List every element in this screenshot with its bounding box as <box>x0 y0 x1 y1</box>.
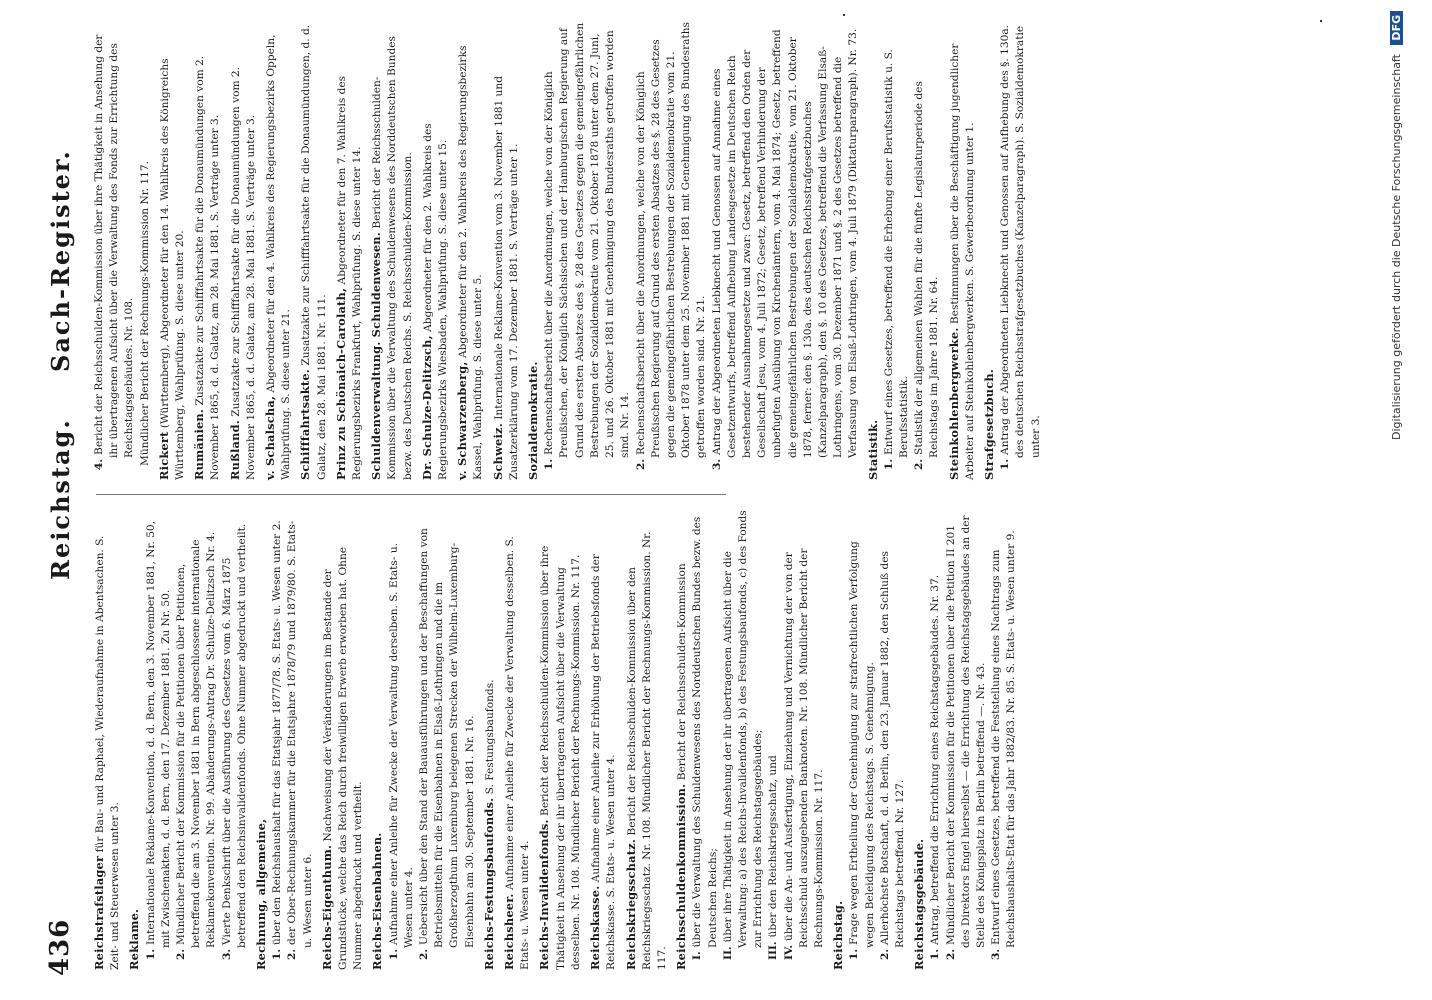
scan-speck <box>843 14 845 16</box>
entry-subitem <box>912 20 942 480</box>
entry-subitem <box>285 510 315 970</box>
entry-text: für Bau- und Raphael, Wiederaufnahme in Abentsachen. S. Zeit- und Steuerwesen unter 3. <box>94 535 122 970</box>
subitem-text: über die Verwaltung des Schuldenwesens des Norddeutschen Bundes bezw. des Deutschen Reichs; <box>691 516 719 948</box>
subitem-text: Antrag, betreffend die Errichtung eines Reichstagsgebäudes. Nr. 37. <box>929 574 942 945</box>
entry-subitem <box>710 20 862 480</box>
running-head-right: Sach-Register. <box>45 149 75 372</box>
entry-heading: Steinkohlenbergwerke. <box>946 327 961 480</box>
register-entry <box>912 510 1019 970</box>
entry-text: S. Festungsbaufonds. <box>483 679 496 795</box>
subitem-text: Frage wegen Ertheilung der Genehmigung zur strafrechtlichen Verfolgung wegen Beleidigung des Reichstags. S. Genehmigung. <box>848 541 876 948</box>
subitem-text: über den Reichshaushalt für das Etatsjahr 1877/78. S. Etats- u. Wesen unter 2. <box>271 520 284 945</box>
subitem-text: Uebersicht über den Stand der Bauausführungen und der Beschaffungen von Betriebsmitteln für die Eisenbahnen in Elsaß-Lothringen und die im Großherzogthum Luxemburg belegenen Strecken der Wilhelm-Luxemburg-Eisenbahn am 30. September 1881. Nr. 16. <box>418 528 476 948</box>
register-entry <box>588 510 619 970</box>
entry-heading: Reichskasse. <box>588 885 603 970</box>
entry-subitem <box>220 510 250 970</box>
entry-text: Aufnahme einer Anleihe zur Erhöhung der Betriebsfonds der Reichskasse. S. Etats- u. Wesen unter 4. <box>590 554 618 970</box>
entry-heading: Rechnung, allgemeine, <box>254 818 269 970</box>
subitem-text: Statistik der allgemeinen Wahlen für die fünfte Legislaturperiode des Reichstags im Jahre 1881. Nr. 64. <box>913 81 941 458</box>
register-entry <box>831 510 908 970</box>
subitem-text: über die An- und Ausfertigung, Einziehung und Vernichtung der von der Reichsschuld auszugebenden Banknoten. Nr. 108. Mündlicher Bericht der Rechnungs-Kommission. Nr. 117. <box>782 548 825 948</box>
subitem-text: Mündlicher Bericht der Kommission für die Petitionen über Petitionen, betreffend die am 3. November 1881 in Bern abgeschlossene internationale Reklamekonvention. Nr. 99. Abänderungs-Antrag Dr. Schulze-Delitzsch Nr. 4. <box>175 531 218 948</box>
subitem-number: 2. <box>634 458 647 470</box>
entry-heading: Statistik. <box>865 419 880 480</box>
subitem-number: I. <box>691 951 704 960</box>
entry-text: Bericht der Reichsschulden-Kommission <box>676 563 689 781</box>
entry-heading: Reichstrafstlager <box>92 855 106 970</box>
entry-subitem <box>417 510 478 970</box>
entry-text: Abgeordneter für den 4. Wahlkreis des Regierungsbezirks Oppeln, Wahlprüfung. S. diese unter 21. <box>265 34 293 480</box>
register-entry <box>92 20 153 480</box>
subitem-number: 1. <box>271 948 284 960</box>
register-entry <box>420 20 451 480</box>
entry-subitem <box>766 510 781 970</box>
entry-subitem <box>878 510 908 970</box>
subitem-number: II. <box>721 946 734 960</box>
entry-text: (Württemberg), Abgeordneter für den 14. Wahlkreis des Königreichs Württemberg, Wahlprüfung. S. diese unter 20. <box>158 58 187 480</box>
entry-heading: Reichstag. <box>831 900 846 970</box>
subitem-number: 1. <box>848 948 861 960</box>
register-entry <box>526 20 861 480</box>
subitem-text: über den Reichskriegsschatz, und <box>767 755 780 938</box>
entry-subitem <box>928 510 943 970</box>
entry-subitem <box>989 510 1019 970</box>
entry-subitem <box>721 510 767 970</box>
entry-text: Zusatzakte zur Schifffahrtsakte für die Donaumündungen vom 2. November 1865, d. d. Galatz, am 28. Mai 1881. S. Verträge unter 3. <box>229 67 257 480</box>
register-entry <box>254 510 316 970</box>
subitem-number: 2. <box>944 948 957 960</box>
register-entry <box>298 20 329 480</box>
register-entry <box>263 20 294 480</box>
register-entry <box>334 20 365 480</box>
subitem-number: 2. <box>418 948 431 960</box>
entry-heading: Reichs-Eisenbahnen. <box>370 832 385 970</box>
entry-heading: Schuldenverwaltung. Schuldenwesen. <box>369 232 384 480</box>
subitem-number: 1. <box>929 948 942 960</box>
subitem-number: 2. <box>286 948 299 960</box>
running-head-left: Reichstag. <box>45 418 75 580</box>
register-entry <box>92 510 123 970</box>
subitem-number: 3. <box>220 948 233 960</box>
subitem-text: über ihre Thätigkeit in Ansehung der ihr übertragenen Aufsicht über die Verwaltung: a) des Reichs-Invalidenfonds, b) des Festungsbaufonds, c) des Fonds zur Errichtung des Reichstagsgebäudes; <box>721 510 765 948</box>
column-divider <box>96 494 726 495</box>
entry-heading: Rußland. <box>227 420 242 480</box>
register-entry <box>192 20 223 480</box>
subitem-number: 2. <box>175 948 188 960</box>
scan-speck <box>1320 20 1322 22</box>
entry-heading: Reichs-Festungsbaufonds. <box>481 797 496 970</box>
subitem-number: 3. <box>990 948 1003 960</box>
right-column <box>92 20 1042 480</box>
register-entry <box>127 510 250 970</box>
subitem-text: Entwurf eines Gesetzes, betreffend die Erhebung einer Berufsstatistik u. S. Berufsstatistik. <box>882 49 910 458</box>
entry-subitem <box>847 510 877 970</box>
subitem-text: der Ober-Rechnungskammer für die Etatsjahre 1878/79 und 1879/80. S. Etats- u. Wesen unter 6. <box>286 520 314 948</box>
subitem-number: 4. <box>93 458 105 470</box>
entry-subitem <box>882 20 912 480</box>
entry-heading: Reichs-Eigenthum. <box>319 844 334 970</box>
subitem-number: 1. <box>144 948 157 960</box>
entry-subitem <box>998 20 1044 480</box>
register-entry <box>482 510 498 970</box>
entry-heading: Strafgesetzbuch. <box>981 369 996 480</box>
subitem-text: Vierte Denkschrift über die Ausführung des Gesetzes vom 6. März 1875 betreffend den Reichsinvalidenfonds. Ohne Nummer abgedruckt und vertheilt. <box>220 523 248 948</box>
entry-heading: v. Schwarzenberg, <box>455 361 470 480</box>
entry-text: Aufnahme einer Anleihe für Zwecke der Verwaltung desselben. S. Etats- u. Wesen unter 4. <box>504 536 532 970</box>
entry-subitem <box>270 510 285 970</box>
entry-subitem <box>174 510 220 970</box>
subitem-text: Mündlicher Bericht der Kommission für die Petitionen über die Petition II 201 des Direktors Engel hierselbst — die Errichtung des Reichstagsgebäudes an der Stelle des Königsplatz in Berlin betreffend —. Nr. 43. <box>944 515 987 948</box>
entry-subitem <box>138 20 153 480</box>
subitem-text: Antrag der Abgeordneten Liebknecht und Genossen auf Annahme eines Gesetzentwurfs, betreffend Aufhebung Landesgesetze im Deutschen Reich bestehender Ausnahmegesetze und zwar: Gesetz, betreffend den Orden der Gesellschaft Jesu, vom 4. Juli 1872; Gesetz, betreffend Verhinderung der unbefugten Ausübung von Kirchenämtern, vom 4. Mai 1874; Gesetz, betreffend die gemeingefährlichen Bestrebungen der Sozialdemokratie, vom 21. Oktober 1878, ferner: den §. 130a. des deutschen Reichsstrafgesetzbuches (Kanzelparagraph), den §. 10 des Gesetzes, betreffend die Verfassung Elsaß-Lothringens, vom 30. Dezember 1871 und §. 2 des Gesetzes betreffend die Verfassung von Elsaß-Lothringen, vom 4. Juli 1879 (Diktaturparagraph). Nr. 73. <box>710 28 860 458</box>
register-entry <box>320 510 367 970</box>
subitem-number: 1. <box>882 458 895 470</box>
entry-subitem <box>782 510 828 970</box>
entry-heading: Reichskriegsschatz. <box>623 838 638 970</box>
register-entry <box>947 20 978 480</box>
entry-text: Abgeordneter für den 7. Wahlkreis des Regierungsbezirks Frankfurt, Wahlprüfung. S. diese unter 14. <box>335 75 364 480</box>
entry-subitem <box>92 20 138 480</box>
subitem-number: 1. <box>543 458 556 470</box>
subitem-text: Internationale Reklame-Konvention, d. d. Bern, den 3. November 1881, Nr. 50, mit Zwischenakten, d. d. Bern, den 17. Dezember 1881. Zu Nr. 50. <box>144 520 172 948</box>
register-entry <box>228 20 259 480</box>
subitem-text: Allerhöchste Botschaft, d. d. Berlin, den 23. Januar 1882, den Schluß des Reichstags betreffend. Nr. 127. <box>878 551 906 948</box>
subitem-number: 3. <box>710 458 723 470</box>
entry-subitem <box>387 510 417 970</box>
subitem-text: Rechenschaftsbericht über die Anordnungen, welche von der Königlich Preußischen, der Königlich Sächsischen und der Hamburgischen Regierung auf Grund des ersten Absatzes des §. 28 des Gesetzes gegen die gemeingefährlichen Bestrebungen der Sozialdemokratie vom 21. Oktober 1878 unter dem 27. Juni, 25. und 26. Oktober 1881 mit Genehmigung des Bundesraths getroffen worden sind. Nr. 14. <box>543 22 632 458</box>
register-entry <box>369 20 416 480</box>
digitization-note <box>1390 14 1403 440</box>
entry-text: Bestimmungen über die Beschäftigung jugendlicher Arbeiter auf Steinkohlenbergwerken. S. Gewerbeordnung unter 1. <box>948 43 976 480</box>
entry-heading: Reichstagsgebäude. <box>912 838 927 970</box>
entry-heading: Prinz zu Schönaich-Carolath, <box>333 287 348 480</box>
running-head <box>46 149 75 580</box>
subitem-text: Entwurf eines Gesetzes, betreffend die Feststellung eines Nachtrags zum Reichshaushalts-Etat für das Jahr 1882/83. Nr. 85. S. Etats- u. Wesen unter 9. <box>990 530 1018 948</box>
entry-text: Zusatzakte zur Schifffahrtsakte für die Donaumündungen, d. d. Galatz, den 28. Mai 1881. Nr. 111. <box>300 24 328 480</box>
register-entry <box>491 20 522 480</box>
entry-subitem <box>144 510 174 970</box>
subitem-text: Mündlicher Bericht der Rechnungs-Kommission Nr. 117. <box>138 161 151 466</box>
entry-text: Bericht der Reichsschulden-Kommission über ihre Thätigkeit in Ansehung der ihr übertragenen Aufsicht über die Verwaltung desselben. Nr. 108. Mündlicher Bericht der Rechnungs-Kommission. Nr. 117. <box>539 545 582 970</box>
entry-heading: Sozialdemokratie. <box>526 361 541 480</box>
register-entry <box>502 510 533 970</box>
subitem-text: Rechenschaftsbericht über die Anordnungen, welche von der Königlich Preußischen Regierung auf Grund des ersten Absatzes des §. 28 des Gesetzes gegen die gemeingefährlichen Bestrebungen der Sozialdemokratie vom 21. Oktober 1878 unter dem 25. November 1881 mit Genehmigung des Bundesraths getroffen worden sind. Nr. 21. <box>634 22 708 458</box>
entry-subitem <box>542 20 633 480</box>
register-entry <box>537 510 584 970</box>
entry-heading: Rumänien. <box>192 408 207 480</box>
subitem-text: Antrag der Abgeordneten Liebknecht und Genossen auf Aufhebung des §. 130a. des deutschen Reichsstrafgesetzbuches (Kanzelparagraph). S. Sozialdemokratie unter 3. <box>999 24 1042 458</box>
entry-text: Zusatzakte zur Schifffahrtsakte für die Donaumündungen vom 2. November 1865, d. d. Galatz, am 28. Mai 1881. S. Verträge unter 3. <box>194 55 222 480</box>
entry-heading: Schweiz. <box>490 423 505 480</box>
digitization-note-text: Digitalisierung gefördert durch die Deutsche Forschungsgemeinschaft <box>1390 54 1403 440</box>
entry-heading: Reichs-Invalidenfonds. <box>537 819 552 970</box>
subitem-number: IV. <box>782 944 795 960</box>
entry-heading: Rickert <box>156 431 171 480</box>
subitem-number: 1. <box>999 458 1012 470</box>
entry-subitem <box>944 510 990 970</box>
entry-heading: Reichsschuldenkommission. <box>674 783 689 970</box>
entry-heading: Reichsheer. <box>502 893 517 970</box>
entry-subitem <box>634 20 710 480</box>
register-entry <box>982 20 1044 480</box>
register-entry <box>866 20 943 480</box>
register-entry <box>455 20 486 480</box>
page-number: 436 <box>45 918 75 976</box>
entry-text: Abgeordneter für den 2. Wahlkreis des Regierungsbezirks Kassel, Wahlprüfung. S. diese unter 5. <box>457 45 485 480</box>
entry-heading: Reklame. <box>127 908 142 970</box>
subitem-number: 2. <box>878 948 891 960</box>
entry-text: Bericht der Reichsschulden-Kommission über den Reichskriegsschatz. Nr. 108. Mündlicher Bericht der Rechnungs-Kommission. Nr. 117. <box>625 531 668 970</box>
subitem-number: 2. <box>913 458 926 470</box>
page-header <box>40 0 80 1000</box>
subitem-text: Aufnahme einer Anleihe für Zwecke der Verwaltung derselben. S. Etats- u. Wesen unter 4. <box>387 542 415 948</box>
entry-heading: Dr. Schulze-Delitzsch, <box>419 335 434 480</box>
entry-text: Nachweisung der Veränderungen im Bestande der Grundstücke, welche das Reich durch freiwilligen Erwerb erworben hat. Ohne Nummer abgedruckt und vertheilt. <box>321 546 365 970</box>
register-entry <box>157 20 188 480</box>
entry-subitem <box>690 510 720 970</box>
entry-heading: Schifffahrtsakte. <box>298 369 313 480</box>
subitem-text: Bericht der Reichsschulden-Kommission über ihre Thätigkeit in Ansehung der ihr übertragenen Aufsicht über die Verwaltung des Fonds zur Errichtung des Reichstagsgebäudes. Nr. 108. <box>93 34 136 458</box>
register-entry <box>674 510 827 970</box>
entry-text: Abgeordneter für den 2. Wahlkreis des Regierungsbezirks Wiesbaden, Wahlprüfung. S. diese unter 15. <box>421 123 450 480</box>
left-column <box>92 510 1018 970</box>
entry-text: Internationale Reklame-Konvention vom 3. November 1881 und Zusatzerklärung vom 17. Dezember 1881. S. Verträge unter 1. <box>492 76 520 480</box>
subitem-number: III. <box>767 941 780 960</box>
register-entry <box>624 510 671 970</box>
subitem-number: 1. <box>387 948 400 960</box>
register-entry <box>370 510 477 970</box>
entry-heading: v. Schalscha, <box>263 395 278 480</box>
entry-text: Bericht der Reichsschulden-Kommission über die Verwaltung des Schuldenwesens des Norddeutschen Bundes bezw. des Deutschen Reichs. S. Reichsschulden-Kommission. <box>371 36 414 480</box>
dfg-badge: DFG <box>1390 11 1403 45</box>
